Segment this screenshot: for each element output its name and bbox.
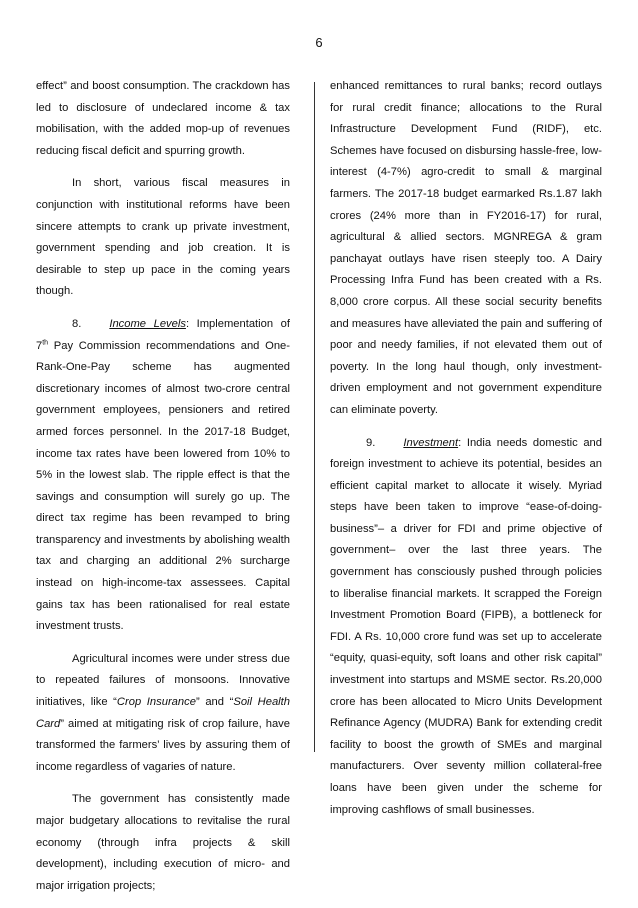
paragraph xyxy=(36,649,290,779)
paragraph: The government has consistently made major budgetary allocations to revitalise the rural economy (through infra projects & skill development), including execution of micro- and major irrigation projects; xyxy=(36,793,290,892)
text-run: ” and “ xyxy=(195,696,234,709)
right-column xyxy=(330,76,602,832)
left-column xyxy=(36,76,290,908)
paragraph: enhanced remittances to rural banks; record outlays for rural credit finance; allocations to the Rural Infrastructure Development Fund (RIDF), etc. Schemes have focused on disbursing hassle-free, low-interest (4-7%) agro-credit to small & marginal farmers. The 2017-18 budget earmarked Rs.1.87 lakh crores (24% more than in FY2016-17) for rural, agricultural & allied sectors. MGNREGA & gram panchayat outlays have risen steeply too. A Dairy Processing Infra Fund has been created with a Rs. 8,000 crore corpus. All these social security benefits and measures have alleviated the pain and suffering of poor and needy families, if not elevated them out of poverty. In the long haul though, only investment-driven employment and not government expenditure can eliminate poverty. xyxy=(330,80,602,416)
paragraph: effect” and boost consumption. The crackdown has led to disclosure of undeclared income & tax mobilisation, with the added mop-up of revenues reducing fiscal deficit and spurring growth. xyxy=(36,80,290,157)
page-number: 6 xyxy=(315,35,323,50)
text-run: Agricultural incomes were under stress due to repeated failures of monsoons. Innovative initiatives, like “ xyxy=(36,652,290,709)
paragraph-income-levels xyxy=(36,314,290,638)
superscript: th xyxy=(42,338,49,346)
section-heading: Income Levels xyxy=(109,317,186,330)
column-divider xyxy=(314,82,315,752)
section-number: 9. xyxy=(366,436,376,449)
paragraph: In short, various fiscal measures in conjunction with institutional reforms have been sincere attempts to crank up private investment, government spending and job creation. It is desirable to step up pace in the coming years though. xyxy=(36,177,290,298)
text-run: ” aimed at mitigating risk of crop failure, have transformed the farmers’ lives by assuring them of income regardless of vagaries of nature. xyxy=(36,717,290,773)
text-run: Pay Commission recommendations and One-Rank-One-Pay scheme has augmented discretionary incomes of almost two-crore central government employees, pensioners and retired armed forces personnel. In the 2017-18 Budget, income tax rates have been lowered from 10% to 5% in the lowest slab. The ripple effect is that the savings and consumption will surely go up. The direct tax regime has been revamped to bring transparency and investments by abolishing wealth tax and charging an additional 2% surcharge instead on high-income-tax assessees. Capital gains tax has been rationalised for real estate investment trusts. xyxy=(36,339,290,633)
italic-term: Crop Insurance xyxy=(116,696,196,709)
section-number: 8. xyxy=(72,317,82,330)
section-heading: Investment xyxy=(403,436,459,449)
text-run: : Implementation of 7 xyxy=(36,317,290,352)
paragraph-investment xyxy=(330,433,602,822)
italic-term: Soil Health Card xyxy=(36,696,290,730)
text-run: : India needs domestic and foreign investment to achieve its potential, besides an efficient capital market to allocate it wisely. Myriad steps have been taken to improve “ease-of-doing-business”– a driver for FDI and prime objective of government– over the last three years. The government has consciously pushed through policies to liberalise financial markets. It scrapped the Foreign Investment Promotion Board (FIPB), a bottleneck for FDI. A Rs. 10,000 crore fund was set up to accelerate “equity, quasi-equity, soft loans and other risk capital” investment into startups and MSME sector. Rs.20,000 crore has been allocated to Micro Units Development Refinance Agency (MUDRA) Bank for extending credit facility to boost the growth of SMEs and marginal manufacturers. Over seventy million collateral-free loans have been given under the scheme for improving cashflows of small businesses. xyxy=(330,436,602,816)
